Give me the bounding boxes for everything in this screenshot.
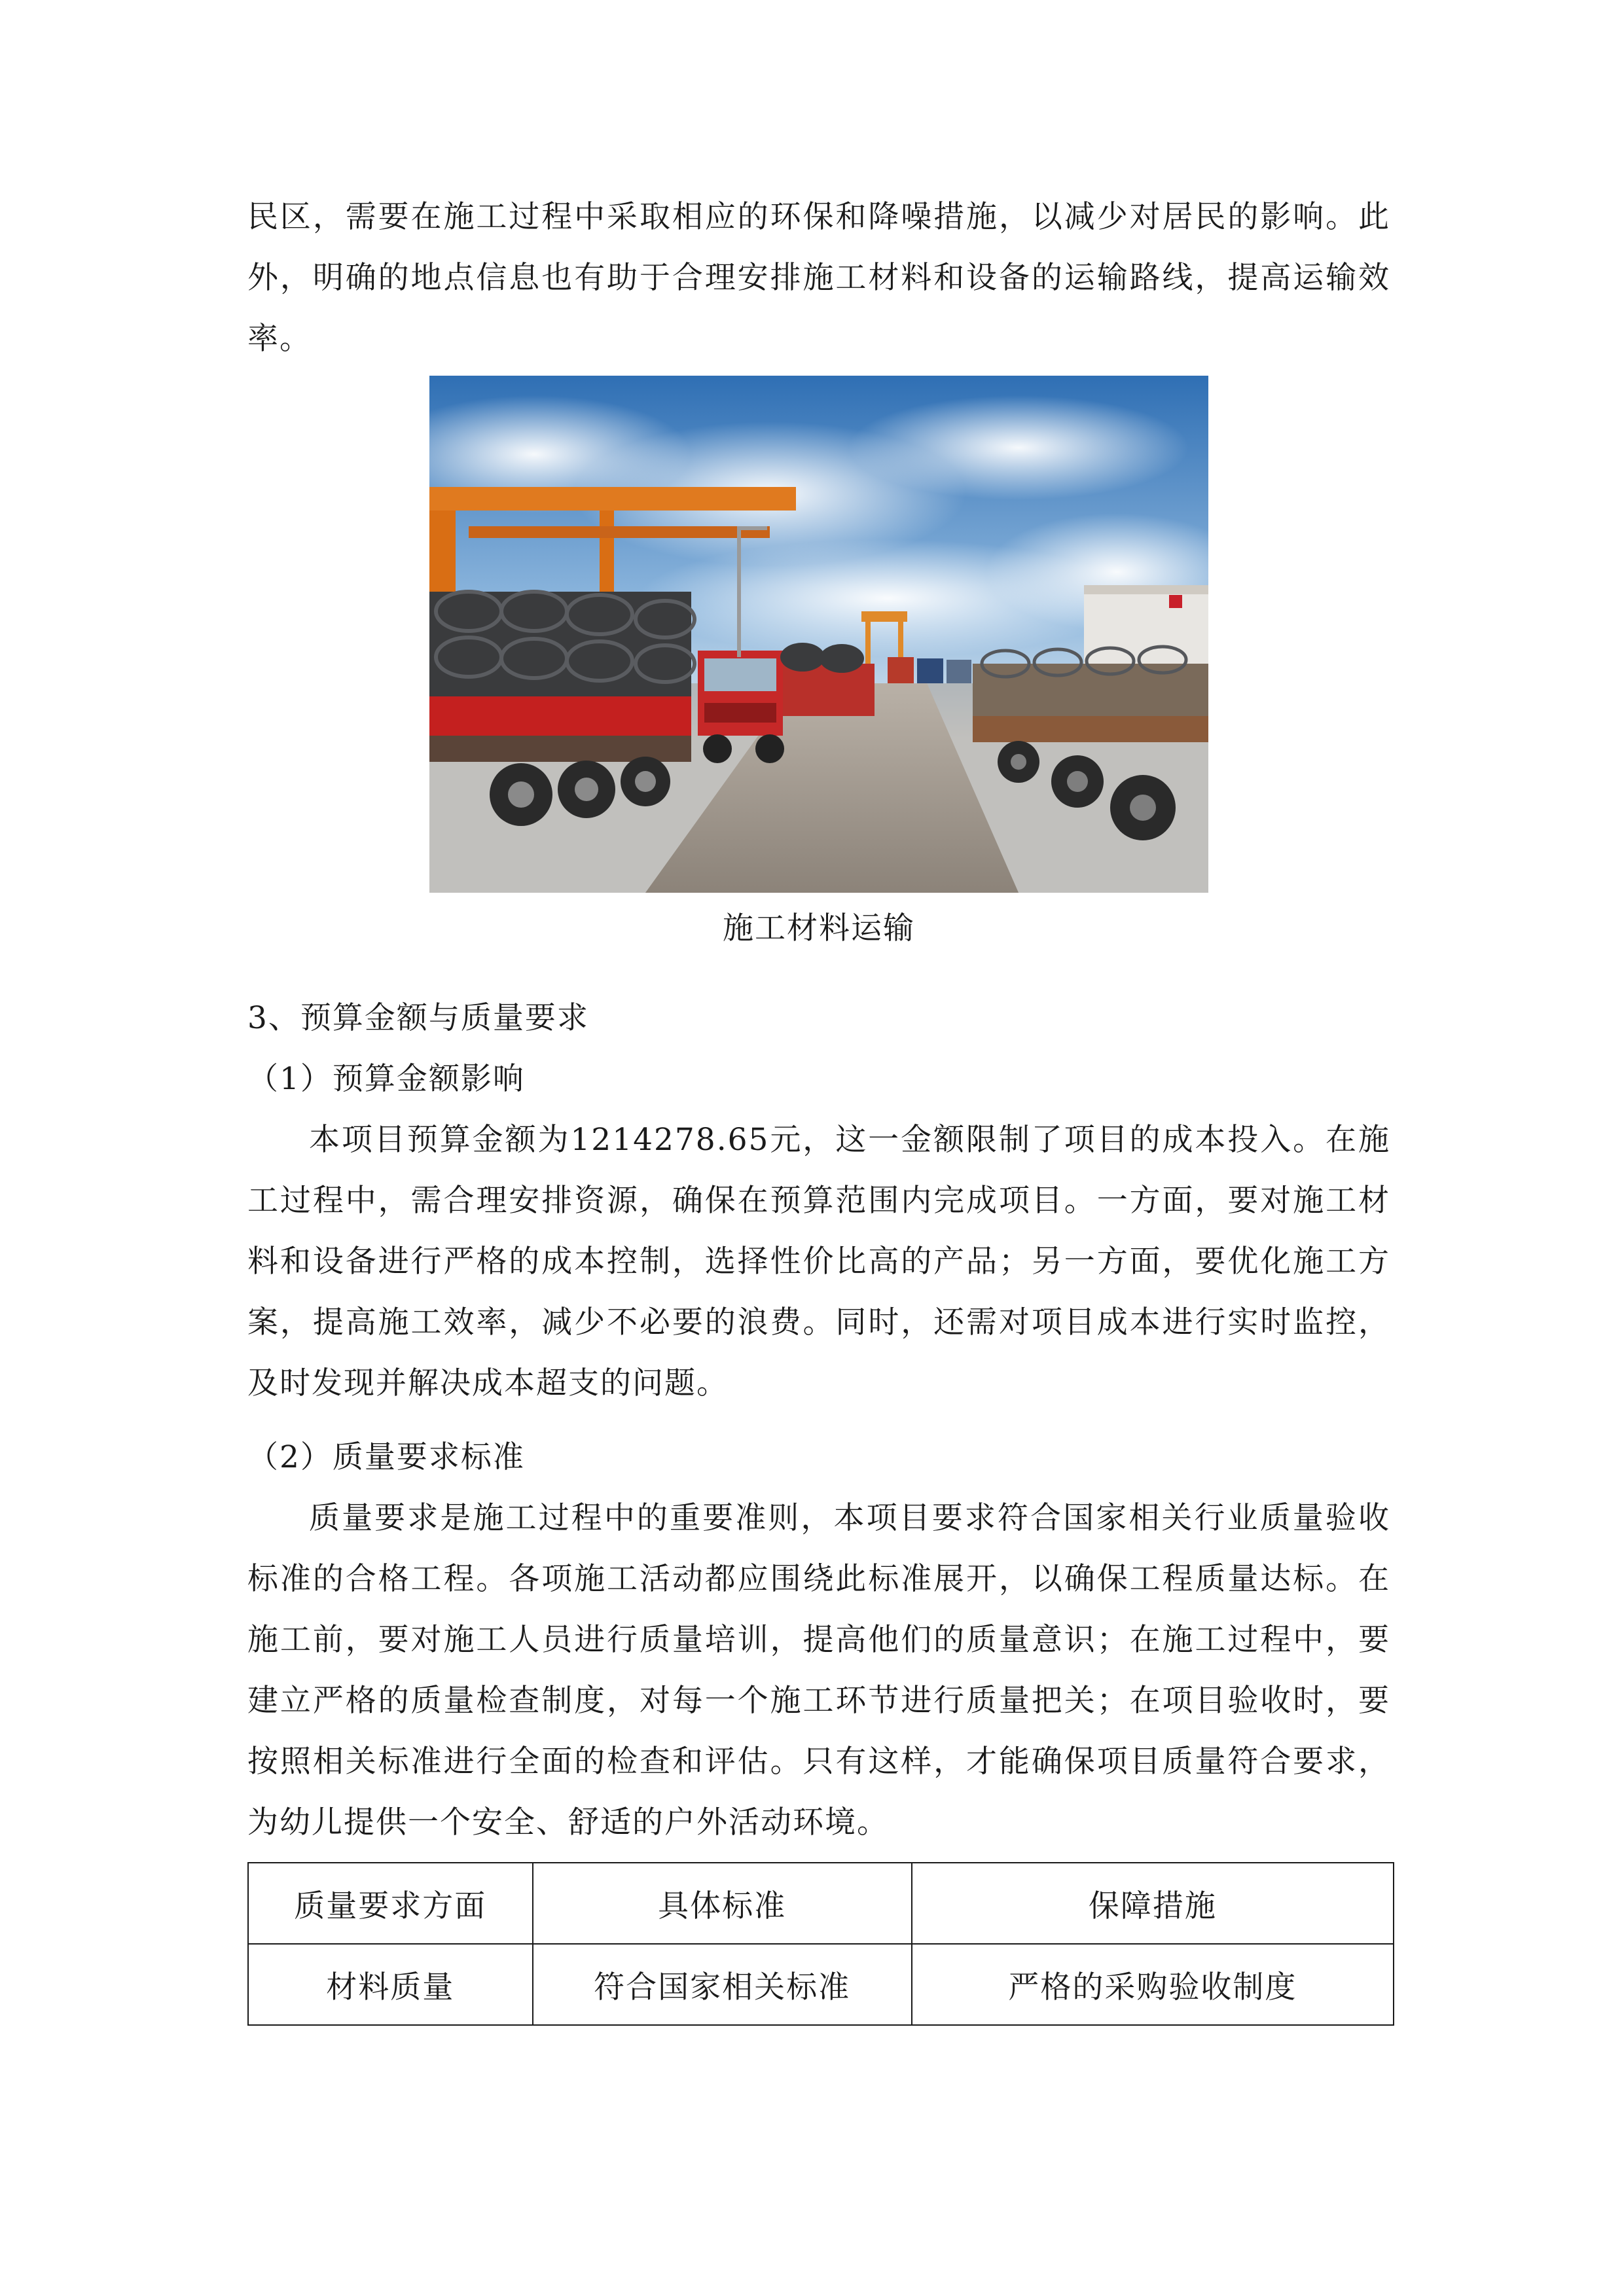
table-cell: 材料质量 bbox=[248, 1944, 533, 2025]
section-heading-budget-quality: 3、预算金额与质量要求 bbox=[247, 1000, 589, 1036]
paragraph-budget-impact: 本项目预算金额为1214278.65元，这一金额限制了项目的成本投入。在施工过程中，需合理安排资源，确保在预算范围内完成项目。一方面，要对施工材料和设备进行严格的成本控制，选择性价比高的产品；另一方面，要优化施工方案，提高施工效率，减少不必要的浪费。同时，还需对项目成本进行实时监控，及时发现并解决成本超支的问题。 bbox=[247, 1122, 1390, 1401]
table-row bbox=[248, 1944, 1394, 2025]
paragraph-top: 民区，需要在施工过程中采取相应的环保和降噪措施，以减少对居民的影响。此外，明确的地点信息也有助于合理安排施工材料和设备的运输路线，提高运输效率。 bbox=[247, 199, 1390, 357]
table-header-cell: 具体标准 bbox=[533, 1863, 912, 1944]
paragraph-quality-standard: 质量要求是施工过程中的重要准则，本项目要求符合国家相关行业质量验收标准的合格工程。各项施工活动都应围绕此标准展开，以确保工程质量达标。在施工前，要对施工人员进行质量培训，提高他们的质量意识；在施工过程中，要建立严格的质量检查制度，对每一个施工环节进行质量把关；在项目验收时，要按照相关标准进行全面的检查和评估。只有这样，才能确保项目质量符合要求，为幼儿提供一个安全、舒适的户外活动环境。 bbox=[247, 1500, 1390, 1840]
spacer bbox=[247, 1414, 1390, 1427]
subheading-quality-standard: （2）质量要求标准 bbox=[247, 1439, 525, 1475]
table-header-row bbox=[248, 1863, 1394, 1944]
table-header-cell: 质量要求方面 bbox=[248, 1863, 533, 1944]
table-header-cell: 保障措施 bbox=[912, 1863, 1394, 1944]
figure-transport bbox=[247, 376, 1390, 959]
figure-caption: 施工材料运输 bbox=[723, 910, 915, 946]
photo-material-transport bbox=[429, 376, 1208, 893]
quality-requirements-table bbox=[247, 1862, 1394, 2026]
document-page bbox=[247, 187, 1390, 2026]
subheading-budget-impact: （1）预算金额影响 bbox=[247, 1061, 525, 1097]
spacer bbox=[247, 959, 1390, 988]
table-cell: 符合国家相关标准 bbox=[533, 1944, 912, 2025]
table-cell: 严格的采购验收制度 bbox=[912, 1944, 1394, 2025]
